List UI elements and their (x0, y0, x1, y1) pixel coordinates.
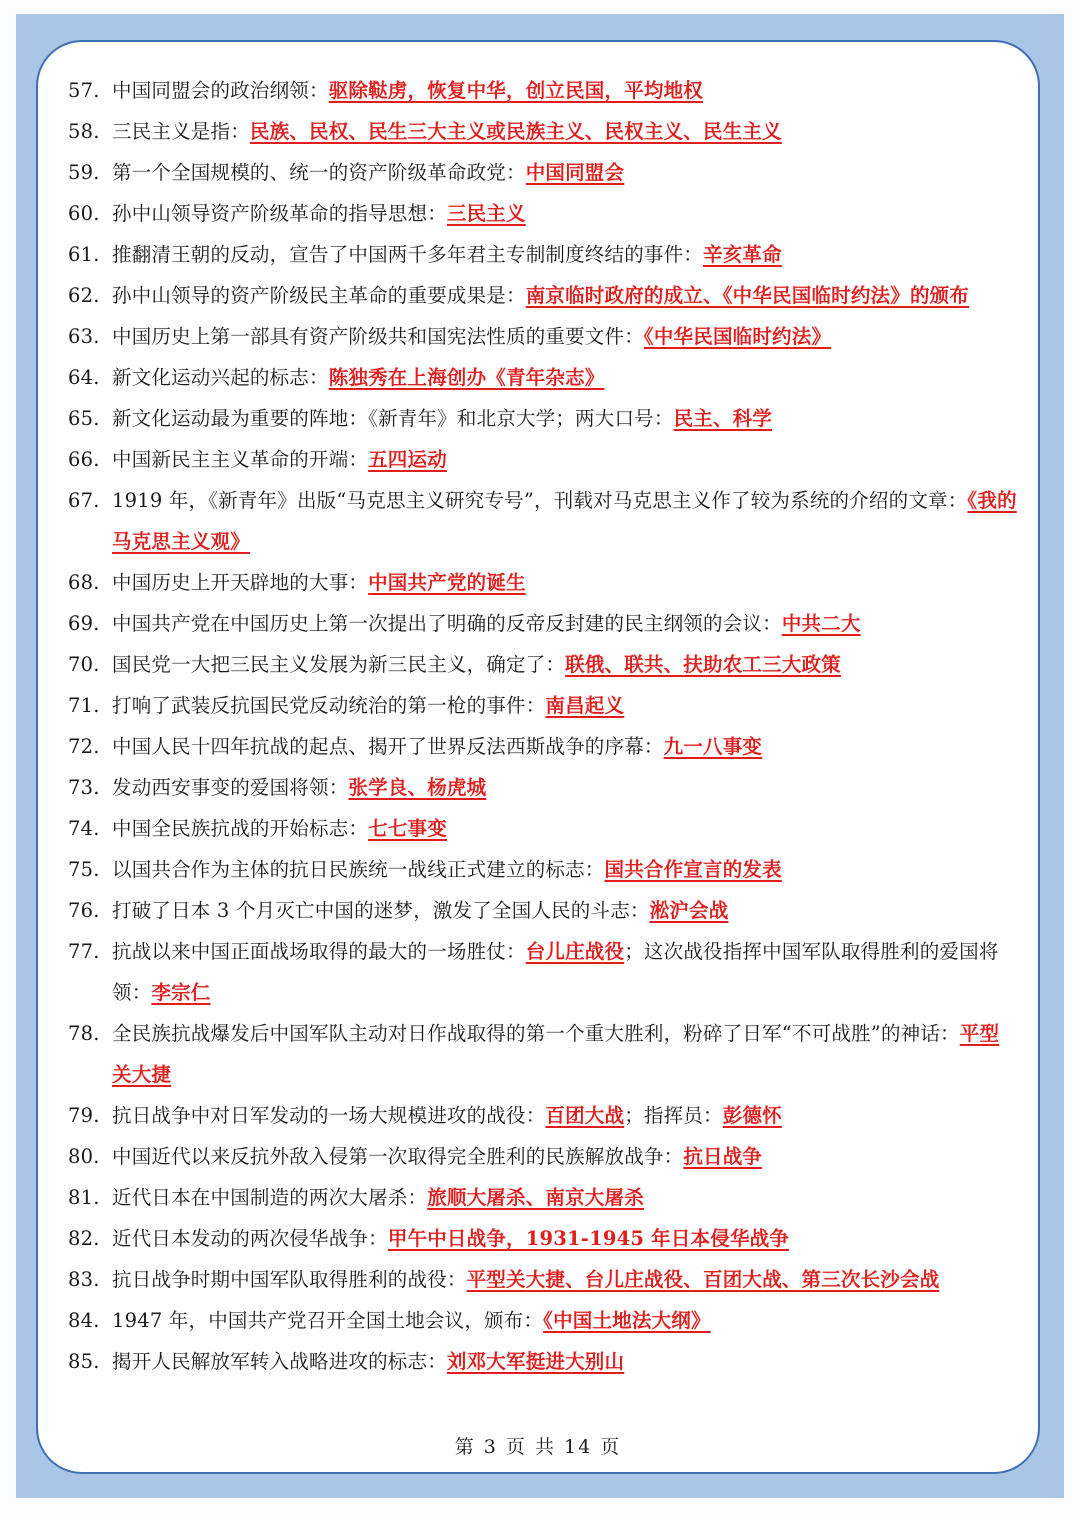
answer-text: 五四运动 (368, 448, 447, 471)
question-text: 发动西安事变的爱国将领： (112, 776, 349, 799)
item-number: 58. (68, 120, 100, 143)
item-text (112, 70, 1018, 111)
item-text (112, 849, 1018, 890)
list-item (68, 1341, 1018, 1382)
question-text: 孙中山领导资产阶级革命的指导思想： (112, 202, 447, 225)
answer-text: 三民主义 (446, 202, 526, 225)
answer-text: 九一八事变 (663, 735, 763, 758)
item-number: 76. (68, 899, 100, 922)
item-number: 85. (68, 1350, 100, 1373)
answer-text: 南昌起义 (545, 694, 625, 717)
question-text: 新文化运动最为重要的阵地：《新青年》和北京大学；两大口号： (112, 407, 674, 430)
answer-text: 张学良、杨虎城 (348, 776, 487, 799)
answer-text: 辛亥革命 (703, 243, 782, 266)
item-number: 68. (68, 571, 100, 594)
question-text: 抗日战争中对日军发动的一场大规模进攻的战役： (112, 1104, 546, 1127)
question-text: 以国共合作为主体的抗日民族统一战线正式建立的标志： (112, 858, 605, 881)
item-text (112, 316, 1018, 357)
question-text: ；指挥员： (624, 1104, 723, 1127)
item-number: 63. (68, 325, 100, 348)
question-text: 新文化运动兴起的标志： (112, 366, 329, 389)
item-number: 75. (68, 858, 100, 881)
list-item (68, 316, 1018, 357)
answer-text: 百团大战 (545, 1104, 625, 1127)
item-text (112, 111, 1018, 152)
question-text: 近代日本发动的两次侵华战争： (112, 1227, 388, 1250)
answer-text: 平型关大捷 (112, 1022, 1000, 1086)
list-item (68, 562, 1018, 603)
item-number: 62. (68, 284, 100, 307)
item-number: 61. (68, 243, 100, 266)
question-text: 揭开人民解放军转入战略进攻的标志： (112, 1350, 447, 1373)
item-text (112, 1177, 1018, 1218)
answer-text: 淞沪会战 (649, 899, 729, 922)
question-text: 1947 年，中国共产党召开全国土地会议，颁布： (112, 1309, 544, 1332)
question-list (68, 70, 1018, 1382)
item-text (112, 1013, 1018, 1095)
question-text: 抗战以来中国正面战场取得的最大的一场胜仗： (112, 940, 526, 963)
item-text (112, 234, 1018, 275)
item-text (112, 152, 1018, 193)
question-text: 中国人民十四年抗战的起点、揭开了世界反法西斯战争的序幕： (112, 735, 664, 758)
question-text: 抗日战争时期中国军队取得胜利的战役： (112, 1268, 467, 1291)
list-item (68, 275, 1018, 316)
question-text: 全民族抗战爆发后中国军队主动对日作战取得的第一个重大胜利，粉碎了日军“不可战胜”的神话： (112, 1022, 960, 1045)
list-item (68, 1218, 1018, 1259)
item-text (112, 1218, 1018, 1259)
answer-text: 《中国土地法大纲》 (543, 1309, 711, 1332)
list-item (68, 603, 1018, 644)
answer-text: 抗日战争 (683, 1145, 763, 1168)
answer-text: 七七事变 (368, 817, 447, 840)
item-text (112, 767, 1018, 808)
list-item (68, 644, 1018, 685)
item-number: 65. (68, 407, 100, 430)
question-text: 中国同盟会的政治纲领： (112, 79, 329, 102)
list-item (68, 1136, 1018, 1177)
answer-text: 旅顺大屠杀、南京大屠杀 (427, 1186, 644, 1209)
item-text (112, 685, 1018, 726)
answer-text: 中共二大 (781, 612, 861, 635)
list-item (68, 767, 1018, 808)
list-item (68, 849, 1018, 890)
answer-text: 联俄、联共、扶助农工三大政策 (565, 653, 841, 676)
item-number: 82. (68, 1227, 100, 1250)
question-text: 中国新民主主义革命的开端： (112, 448, 369, 471)
item-text (112, 193, 1018, 234)
item-text (112, 644, 1018, 685)
answer-text: 平型关大捷、台儿庄战役、百团大战、第三次长沙会战 (466, 1268, 940, 1291)
question-text: 中国历史上开天辟地的大事： (112, 571, 369, 594)
list-item (68, 480, 1018, 562)
list-item (68, 685, 1018, 726)
item-number: 77. (68, 940, 100, 963)
list-item (68, 357, 1018, 398)
question-text: 近代日本在中国制造的两次大屠杀： (112, 1186, 428, 1209)
list-item (68, 439, 1018, 480)
item-number: 81. (68, 1186, 100, 1209)
list-item (68, 234, 1018, 275)
item-number: 80. (68, 1145, 100, 1168)
list-item (68, 70, 1018, 111)
item-text (112, 357, 1018, 398)
item-text (112, 1095, 1018, 1136)
item-text (112, 1341, 1018, 1382)
item-number: 66. (68, 448, 100, 471)
answer-text: 驱除鞑虏，恢复中华，创立民国，平均地权 (328, 79, 704, 102)
list-item (68, 890, 1018, 931)
list-item (68, 808, 1018, 849)
item-text (112, 480, 1018, 562)
answer-text: 《我的马克思主义观》 (112, 489, 1017, 553)
item-text (112, 439, 1018, 480)
question-text: 孙中山领导的资产阶级民主革命的重要成果是： (112, 284, 526, 307)
answer-text: 彭德怀 (722, 1104, 782, 1127)
answer-text: 台儿庄战役 (525, 940, 625, 963)
item-number: 64. (68, 366, 100, 389)
item-number: 59. (68, 161, 100, 184)
question-text: 中国近代以来反抗外敌入侵第一次取得完全胜利的民族解放战争： (112, 1145, 684, 1168)
answer-text: 中国同盟会 (525, 161, 625, 184)
item-number: 57. (68, 79, 100, 102)
list-item (68, 1177, 1018, 1218)
list-item (68, 1300, 1018, 1341)
item-text (112, 1136, 1018, 1177)
item-number: 78. (68, 1022, 100, 1045)
question-text: 中国全民族抗战的开始标志： (112, 817, 369, 840)
item-number: 84. (68, 1309, 100, 1332)
list-item (68, 111, 1018, 152)
item-text (112, 931, 1018, 1013)
answer-text: 甲午中日战争，1931-1945 年日本侵华战争 (387, 1227, 790, 1250)
answer-text: 南京临时政府的成立、《中华民国临时约法》的颁布 (525, 284, 970, 307)
question-text: 1919 年，《新青年》出版“马克思主义研究专号”，刊载对马克思主义作了较为系统的介绍的文章： (112, 489, 968, 512)
item-number: 70. (68, 653, 100, 676)
list-item (68, 931, 1018, 1013)
list-item (68, 398, 1018, 439)
answer-text: 民族、民权、民生三大主义或民族主义、民权主义、民生主义 (249, 120, 782, 143)
answer-text: 李宗仁 (151, 981, 211, 1004)
item-text (112, 890, 1018, 931)
list-item (68, 726, 1018, 767)
list-item (68, 1259, 1018, 1300)
item-number: 60. (68, 202, 100, 225)
page-number-footer: 第 3 页 共 14 页 (454, 1436, 622, 1458)
answer-text: 国共合作宣言的发表 (604, 858, 782, 881)
list-item (68, 1095, 1018, 1136)
item-number: 71. (68, 694, 100, 717)
item-number: 69. (68, 612, 100, 635)
answer-text: 中国共产党的诞生 (368, 571, 526, 594)
item-text (112, 726, 1018, 767)
list-item (68, 152, 1018, 193)
question-text: 中国历史上第一部具有资产阶级共和国宪法性质的重要文件： (112, 325, 644, 348)
question-text: 打破了日本 3 个月灭亡中国的迷梦，激发了全国人民的斗志： (112, 899, 650, 922)
question-text: 第一个全国规模的、统一的资产阶级革命政党： (112, 161, 526, 184)
answer-text: 《中华民国临时约法》 (643, 325, 832, 348)
list-item (68, 1013, 1018, 1095)
question-text: ；这次战役指挥中国军队取得胜利的爱国将领： (112, 940, 999, 1004)
item-text (112, 275, 1018, 316)
question-text: 国民党一大把三民主义发展为新三民主义，确定了： (112, 653, 566, 676)
item-number: 73. (68, 776, 100, 799)
question-text: 三民主义是指： (112, 120, 250, 143)
list-item (68, 193, 1018, 234)
item-number: 72. (68, 735, 100, 758)
item-text (112, 603, 1018, 644)
answer-text: 民主、科学 (673, 407, 773, 430)
document-page (36, 40, 1040, 1474)
item-number: 67. (68, 489, 100, 512)
item-number: 83. (68, 1268, 100, 1291)
item-text (112, 562, 1018, 603)
question-text: 中国共产党在中国历史上第一次提出了明确的反帝反封建的民主纲领的会议： (112, 612, 782, 635)
question-text: 打响了武装反抗国民党反动统治的第一枪的事件： (112, 694, 546, 717)
answer-text: 陈独秀在上海创办《青年杂志》 (328, 366, 605, 389)
answer-text: 刘邓大军挺进大别山 (446, 1350, 625, 1373)
item-text (112, 1300, 1018, 1341)
item-text (112, 808, 1018, 849)
item-number: 74. (68, 817, 100, 840)
item-text (112, 398, 1018, 439)
item-text (112, 1259, 1018, 1300)
item-number: 79. (68, 1104, 100, 1127)
question-text: 推翻清王朝的反动，宣告了中国两千多年君主专制制度终结的事件： (112, 243, 704, 266)
